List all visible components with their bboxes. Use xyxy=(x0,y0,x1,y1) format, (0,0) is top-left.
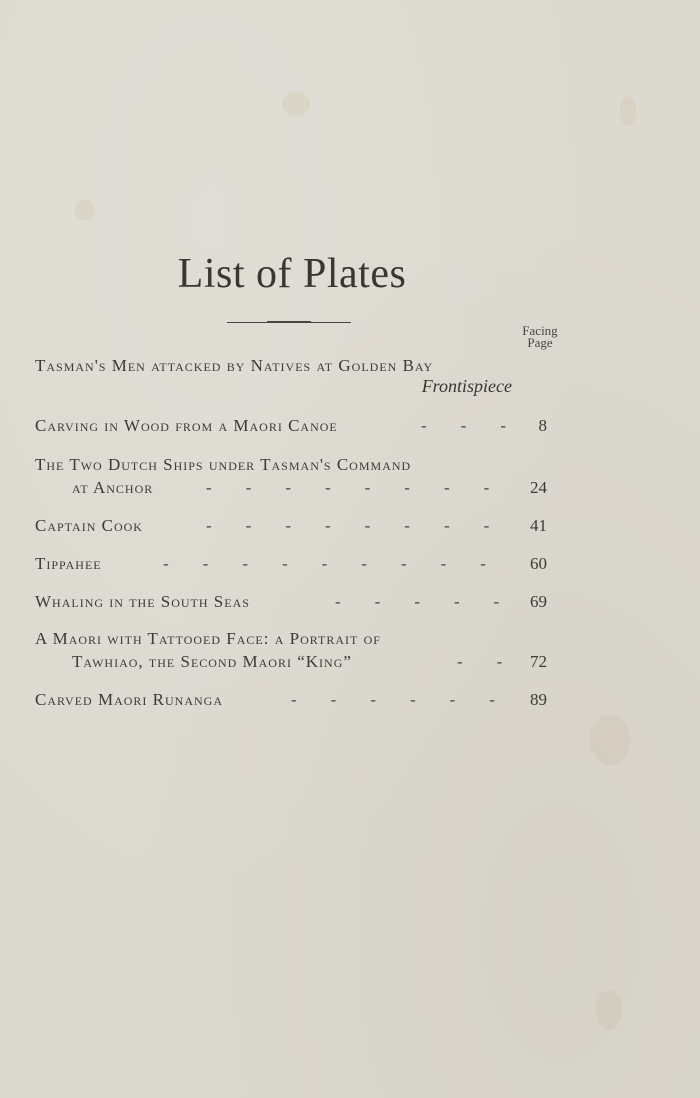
plate-entry xyxy=(35,514,547,538)
plate-entry xyxy=(35,590,547,614)
plate-title-continued: Tawhiao, the Second Maori “King” xyxy=(72,652,352,671)
plate-page-number: 60 xyxy=(530,554,547,573)
leader-dashes: - - - - - - - - xyxy=(206,478,490,497)
plate-title: Whaling in the South Seas xyxy=(35,592,250,611)
plate-entry-continued xyxy=(72,650,547,674)
paper-stain xyxy=(590,715,630,765)
title-rule xyxy=(227,322,351,323)
page-title: List of Plates xyxy=(177,251,407,297)
plate-page-number: 72 xyxy=(530,652,547,671)
facing-label-line: Page xyxy=(527,335,553,350)
plate-title: The Two Dutch Ships under Tasman's Command xyxy=(35,455,412,474)
plate-title: Tippahee xyxy=(35,554,102,573)
plate-page-frontispiece: Frontispiece xyxy=(421,376,512,396)
paper-stain xyxy=(75,200,95,220)
leader-dashes: - - - xyxy=(421,416,506,435)
facing-page-label xyxy=(505,325,575,349)
leader-dashes: - - - - - xyxy=(335,592,500,611)
plate-entry xyxy=(35,552,547,576)
plate-entry xyxy=(35,627,547,651)
plate-entry xyxy=(35,688,547,712)
plate-page-number: 41 xyxy=(530,516,547,535)
paper-stain xyxy=(282,92,310,116)
plate-title-continued: at Anchor xyxy=(72,478,154,497)
plate-title: Tasman's Men attacked by Natives at Golden Bay xyxy=(35,356,434,375)
plate-page-number: 69 xyxy=(530,592,547,611)
paper-stain xyxy=(596,990,622,1030)
facing-label-line: Facing xyxy=(522,323,558,338)
plate-entry xyxy=(35,453,547,477)
plate-title: A Maori with Tattooed Face: a Portrait of xyxy=(35,629,381,648)
paper-stain xyxy=(620,96,636,126)
leader-dashes: - - - - - - - - xyxy=(206,516,490,535)
plate-title: Captain Cook xyxy=(35,516,143,535)
plate-page-number: 24 xyxy=(530,478,547,497)
plate-page-number: 89 xyxy=(530,690,547,709)
leader-dashes: - - - - - - - - - xyxy=(163,554,486,573)
leader-dashes: - - xyxy=(457,652,503,671)
plate-page-number: 8 xyxy=(538,416,547,435)
leader-dashes: - - - - - - xyxy=(291,690,495,709)
plate-entry-continued xyxy=(72,476,547,500)
plate-title: Carved Maori Runanga xyxy=(35,690,223,709)
plate-title: Carving in Wood from a Maori Canoe xyxy=(35,416,338,435)
plate-entry xyxy=(35,414,547,438)
